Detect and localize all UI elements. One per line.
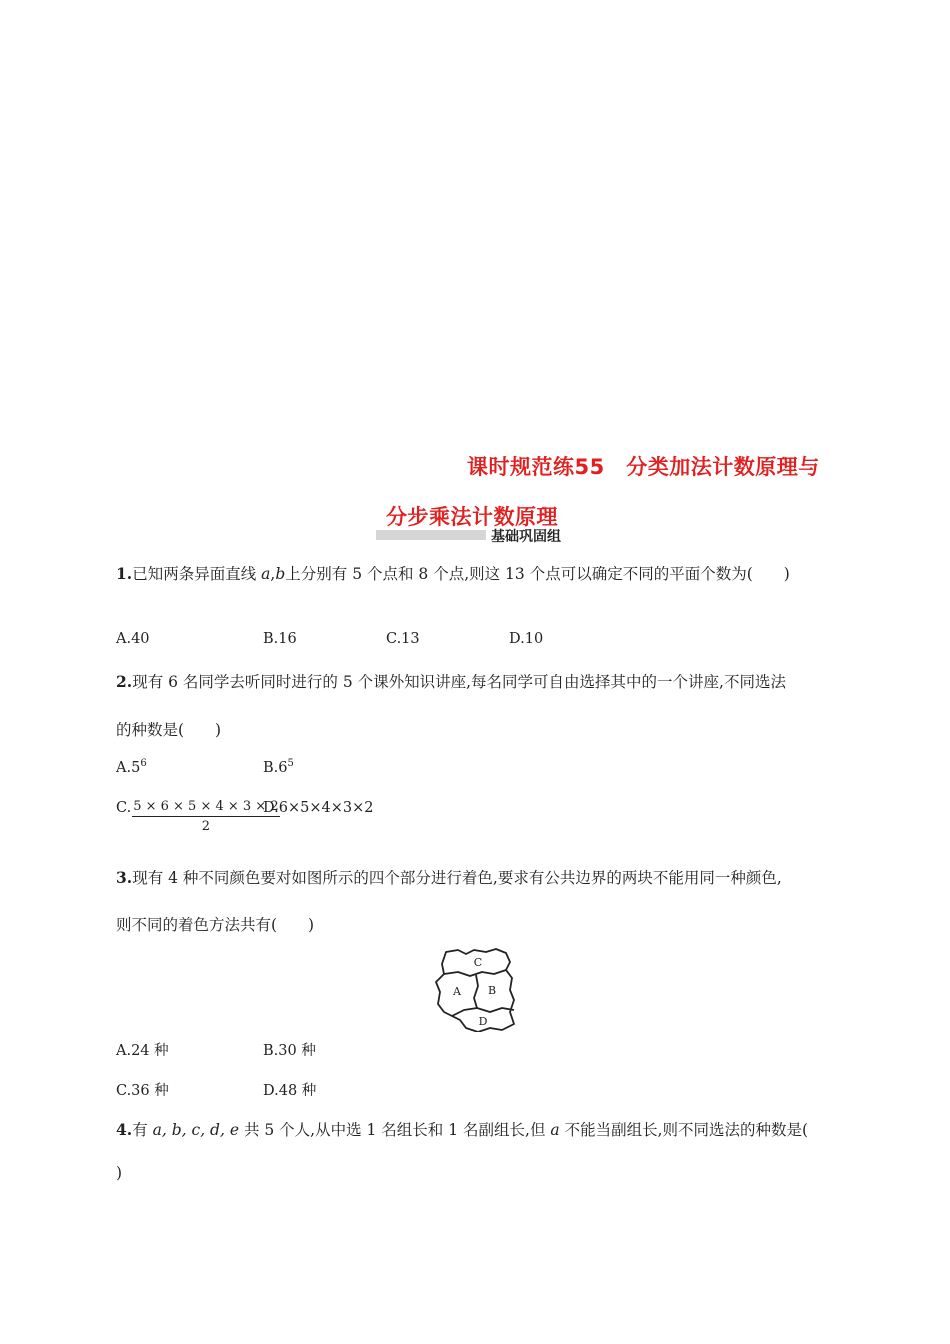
question-text: 不能当副组长,则不同选法的种数是( [564,1121,809,1139]
option-text: B.6 [263,759,288,776]
question-number: 1. [116,564,133,583]
question-text: 已知两条异面直线 [132,565,257,583]
section-bar [376,530,486,540]
question-2-line2: 的种数是( ) [116,721,222,739]
option-a: A.24 种 [116,1043,169,1059]
section-label: 基础巩固组 [491,529,561,545]
question-text: 有 [132,1121,148,1139]
option-d: D.6×5×4×3×2 [263,800,374,816]
variables: a, b, c, d, e [152,1121,239,1139]
map-label-c: C [473,956,483,969]
option-d: D.10 [509,631,544,647]
variable-a: a [261,565,271,583]
question-text: 现有 6 名同学去听同时进行的 5 个课外知识讲座,每名同学可自由选择其中的一个讲座,不同选法 [132,673,786,691]
option-a [116,758,147,776]
option-c: C.36 种 [116,1083,169,1099]
map-label-b: B [487,984,497,997]
question-4 [116,1118,808,1140]
question-number: 3. [116,868,133,887]
option-a: A.40 [116,631,150,647]
exponent: 6 [140,758,147,769]
page-title-line1: 课时规范练55 分类加法计数原理与 [467,455,820,479]
option-b [263,758,294,776]
map-label-d: D [478,1015,488,1028]
option-text: C. [116,800,132,816]
variable-a: a [550,1121,560,1139]
question-text: 共 5 个人,从中选 1 名组长和 1 名副组长,但 [243,1121,546,1139]
map-figure [434,946,520,1032]
question-3 [116,866,782,888]
fraction-numerator: 5 × 6 × 5 × 4 × 3 × 2 [132,800,279,817]
question-text: 现有 4 种不同颜色要对如图所示的四个部分进行着色,要求有公共边界的两块不能用同一种颜色, [132,869,782,887]
question-1 [116,562,790,584]
page-title-line2: 分步乘法计数原理 [386,505,558,529]
fraction-denominator: 2 [201,819,211,834]
question-4-line2: ) [116,1164,123,1182]
map-label-a: A [453,985,461,998]
exponent: 5 [287,758,294,769]
map-border-ab [474,975,478,1008]
option-c [116,800,280,833]
question-text: 上分别有 5 个点和 8 个点,则这 13 个点可以确定不同的平面个数为( ) [285,565,790,583]
map-border-c [444,970,506,976]
option-text: A.5 [116,759,141,776]
variable-b: b [275,565,286,583]
option-c: C.13 [386,631,420,647]
comma: , [270,565,276,583]
fraction [132,800,279,833]
question-number: 2. [116,672,133,691]
option-b: B.16 [263,631,297,647]
option-d: D.48 种 [263,1083,317,1099]
question-2 [116,670,786,692]
question-3-line2: 则不同的着色方法共有( ) [116,916,315,934]
option-b: B.30 种 [263,1043,316,1059]
question-number: 4. [116,1120,133,1139]
